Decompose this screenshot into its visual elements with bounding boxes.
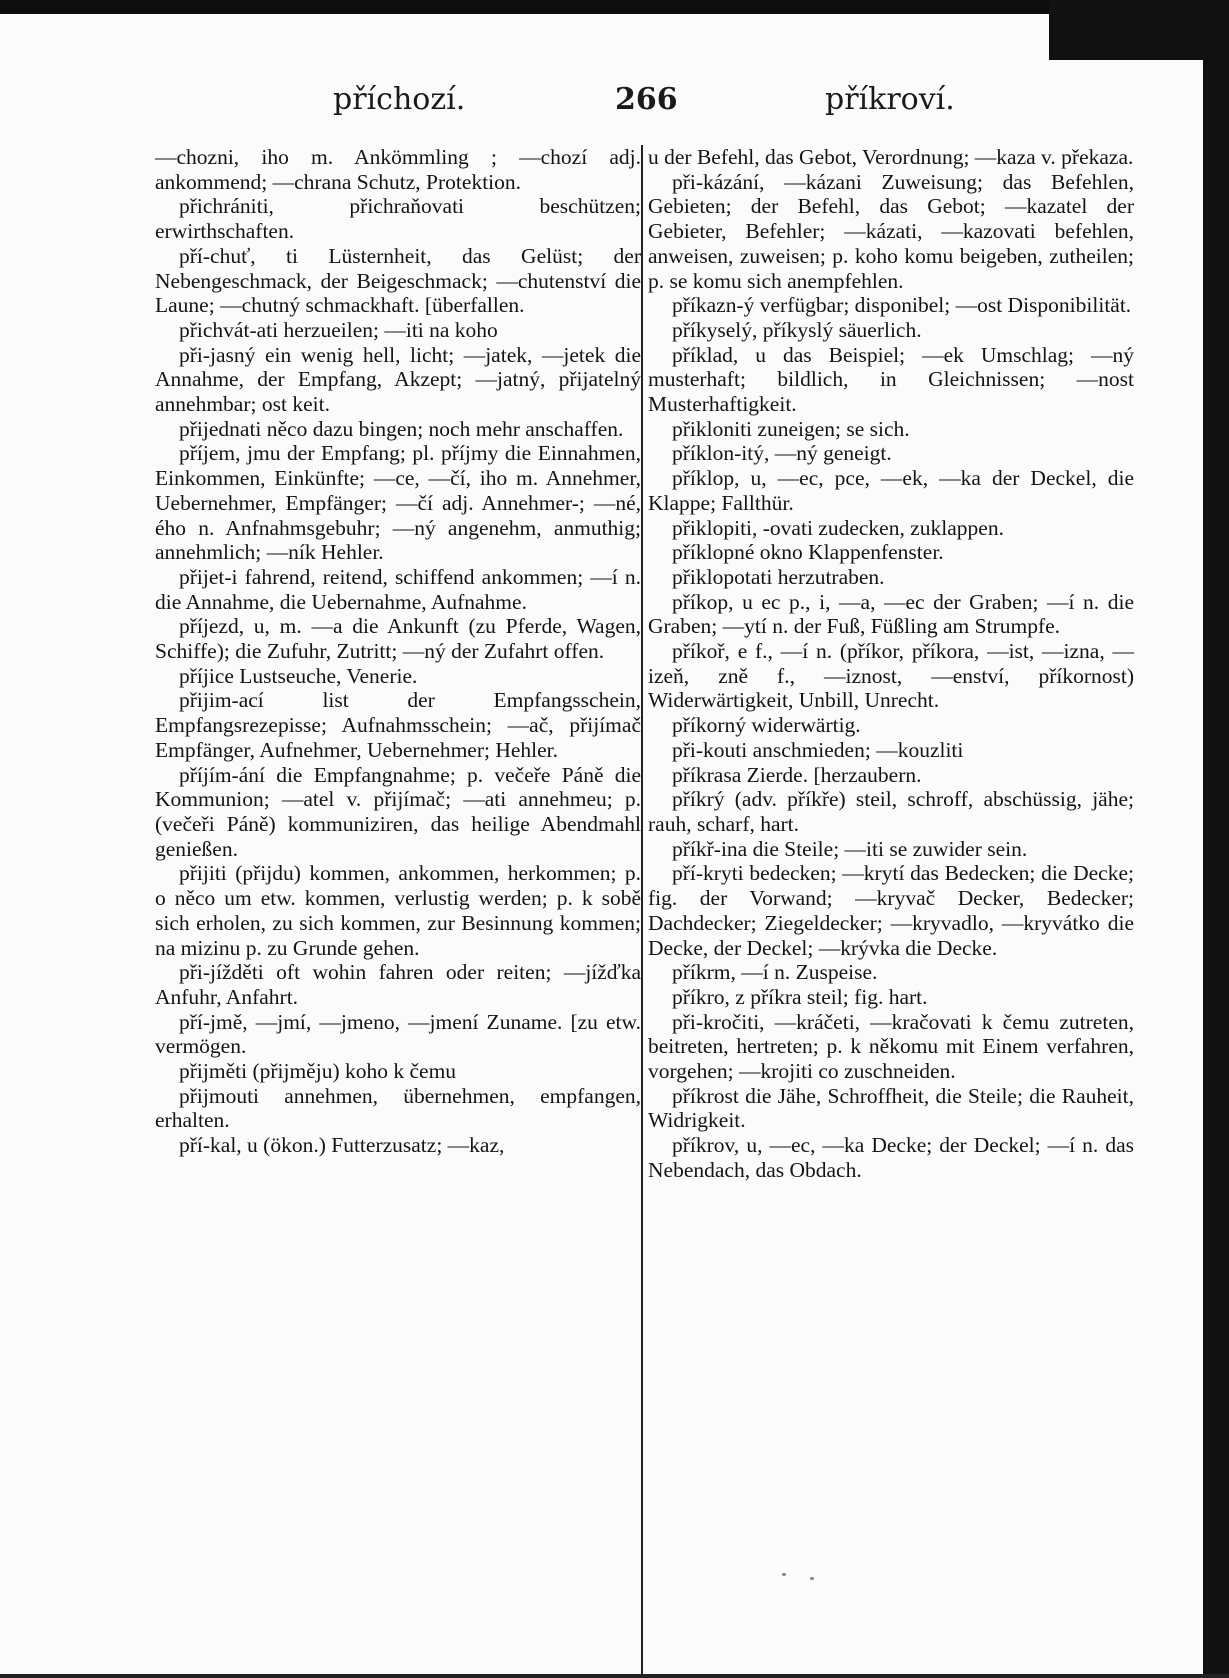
dictionary-page [145,60,1134,1620]
right-column [648,145,1134,1183]
dictionary-entry: přijmouti annehmen, übernehmen, empfangen, erhalten. [155,1083,641,1133]
column-divider [641,145,643,1675]
dictionary-entry: přijim-ací list der Empfangsschein, Empfangsrezepisse; Aufnahmsschein; —ač, přijímač Empfänger, Aufnehmer, Uebernehmer; Hehler. [155,688,641,762]
dictionary-entry: při-kročiti, —kráčeti, —kračovati k čemu zutreten, beitreten, hertreten; p. k někomu mit Einem verfahren, vorgehen; —krojiti co zuschneiden. [648,1009,1134,1084]
dictionary-entry: příkrost die Jähe, Schroffheit, die Steile; die Rauheit, Widrigkeit. [648,1083,1134,1133]
dictionary-entry: přijet-i fahrend, reitend, schiffend ankommen; —í n. die Annahme, die Uebernahme, Aufnahme. [155,564,641,614]
dictionary-entry: příkorný widerwärtig. [672,713,861,738]
dictionary-entry: přijměti (přijměju) koho k čemu [179,1059,457,1084]
dictionary-entry: pří-chuť, ti Lüsternheit, das Gelüst; der Nebengeschmack, der Beigeschmack; —chutenství die Laune; —chutný schmackhaft. [überfallen. [155,243,641,318]
dictionary-entry: příkro, z příkra steil; fig. hart. [672,984,928,1009]
dictionary-entry: příkazn-ý verfügbar; disponibel; —ost Disponibilität. [672,293,1132,318]
page-header [145,82,1130,132]
dictionary-entry: příkrý (adv. příkře) steil, schroff, abschüssig, jähe; rauh, scharf, hart. [648,787,1134,836]
scan-border-right [1203,0,1229,1678]
dictionary-entry: příkrov, u, —ec, —ka Decke; der Deckel; —í n. das Nebendach, das Obdach. [648,1133,1134,1182]
dictionary-entry: příkop, u ec p., i, —a, —ec der Graben; —í n. die Graben; —ytí n. der Fuß, Füßling am Strumpfe. [648,589,1134,639]
dictionary-entry: příkrm, —í n. Zuspeise. [672,960,878,985]
scan-border-corner [1049,0,1229,60]
left-column [155,145,641,1158]
dictionary-entry: příkyselý, příkyslý säuerlich. [672,317,922,342]
dictionary-entry: při-kouti anschmieden; —kouzliti [672,737,964,762]
scan-border-top [0,0,1229,14]
dictionary-entry: u der Befehl, das Gebot, Verordnung; —kaza v. překaza. [648,145,1134,169]
page-number: 266 [615,82,678,117]
dictionary-entry: příjem, jmu der Empfang; pl. příjmy die Einnahmen, Einkommen, Einkünfte; —ce, —čí, iho m. Annehmer, Uebernehmer, Empfänger; —čí adj. Annehmer-; —né, ého n. Anfnahmsgebuhr; —ný angenehm, anmuthig; annehmlich; —ník Hehler. [155,441,641,565]
dictionary-entry: příjezd, u, m. —a die Ankunft (zu Pferde, Wagen, Schiffe); die Zufuhr, Zutritt; —ný der Zufahrt offen. [155,614,641,664]
dictionary-entry: přikloniti zuneigen; se sich. [672,416,910,441]
dictionary-entry: příjím-ání die Empfangnahme; p. večeře Páně die Kommunion; —atel v. přijímač; —ati annehmeu; p. (večeři Páně) kommuniziren, das heilige Abendmahl genießen. [155,762,641,861]
dictionary-entry: příkoř, e f., —í n. (příkor, příkora, —ist, —izna, —izeň, zně f., —iznost, —enství, příkornost) Widerwärtigkeit, Unbill, Unrecht. [648,639,1134,713]
dictionary-entry: při-kázání, —kázani Zuweisung; das Befehlen, Gebieten; der Befehl, das Gebot; —kazatel der Gebieter, Befehler; —kázati, —kazovati befehlen, anweisen, zuweisen; p. koho komu beigeben, zutheilen; p. se komu sich anempfehlen. [648,169,1134,293]
dictionary-entry: příjice Lustseuche, Venerie. [179,663,418,688]
left-guide-word: příchozí. [333,82,466,117]
dictionary-entry: přiklopiti, -ovati zudecken, zuklappen. [672,515,1004,540]
dictionary-entry: přiklopotati herzutraben. [672,564,885,589]
dictionary-entry: pří-kryti bedecken; —krytí das Bedecken; die Decke; fig. der Vorwand; —kryvač Decker, Bedecker; Dachdecker; Ziegeldecker; —kryvadlo, —kryvátko die Decke, der Deckel; —krývka die Decke. [648,861,1134,960]
dictionary-entry: příklad, u das Beispiel; —ek Umschlag; —ný musterhaft; bildlich, in Gleichnissen; —nost Musterhaftigkeit. [648,342,1134,417]
dictionary-entry: —chozni, iho m. Ankömmling ; —chozí adj. ankommend; —chrana Schutz, Protektion. [155,145,641,194]
dictionary-entry: přichvát-ati herzueilen; —iti na koho [179,317,498,342]
dictionary-entry: při-jížděti oft wohin fahren oder reiten; —jížďka Anfuhr, Anfahrt. [155,960,641,1009]
scan-border-bottom [0,1674,1229,1678]
dictionary-entry: příkrasa Zierde. [herzaubern. [672,762,922,787]
dictionary-entry: přijednati něco dazu bingen; noch mehr anschaffen. [179,416,624,441]
dictionary-entry: pří-jmě, —jmí, —jmeno, —jmení Zuname. [zu etw. vermögen. [155,1009,641,1059]
dictionary-entry: přijiti (přijdu) kommen, ankommen, herkommen; p. o něco um etw. kommen, verlustig werden; p. k sobě sich erholen, zu sich kommen, zur Besinnung kommen; na mizinu p. zu Grunde gehen. [155,861,641,960]
dictionary-entry: příklopné okno Klappenfenster. [672,540,944,565]
dictionary-entry: při-jasný ein wenig hell, licht; —jatek, —jetek die Annahme, der Empfang, Akzept; —jatný, přijatelný annehmbar; ost keit. [155,342,641,417]
right-guide-word: příkroví. [825,82,955,117]
scan-speck [782,1573,786,1576]
scan-speck [810,1577,814,1580]
dictionary-entry: příkř-ina die Steile; —iti se zuwider sein. [672,836,1028,861]
dictionary-entry: příklop, u, —ec, pce, —ek, —ka der Deckel, die Klappe; Fallthür. [648,466,1134,515]
dictionary-entry: pří-kal, u (ökon.) Futterzusatz; —kaz, [179,1133,505,1158]
dictionary-entry: přichrániti, přichraňovati beschützen; erwirthschaften. [155,194,641,244]
dictionary-entry: příklon-itý, —ný geneigt. [672,441,892,466]
